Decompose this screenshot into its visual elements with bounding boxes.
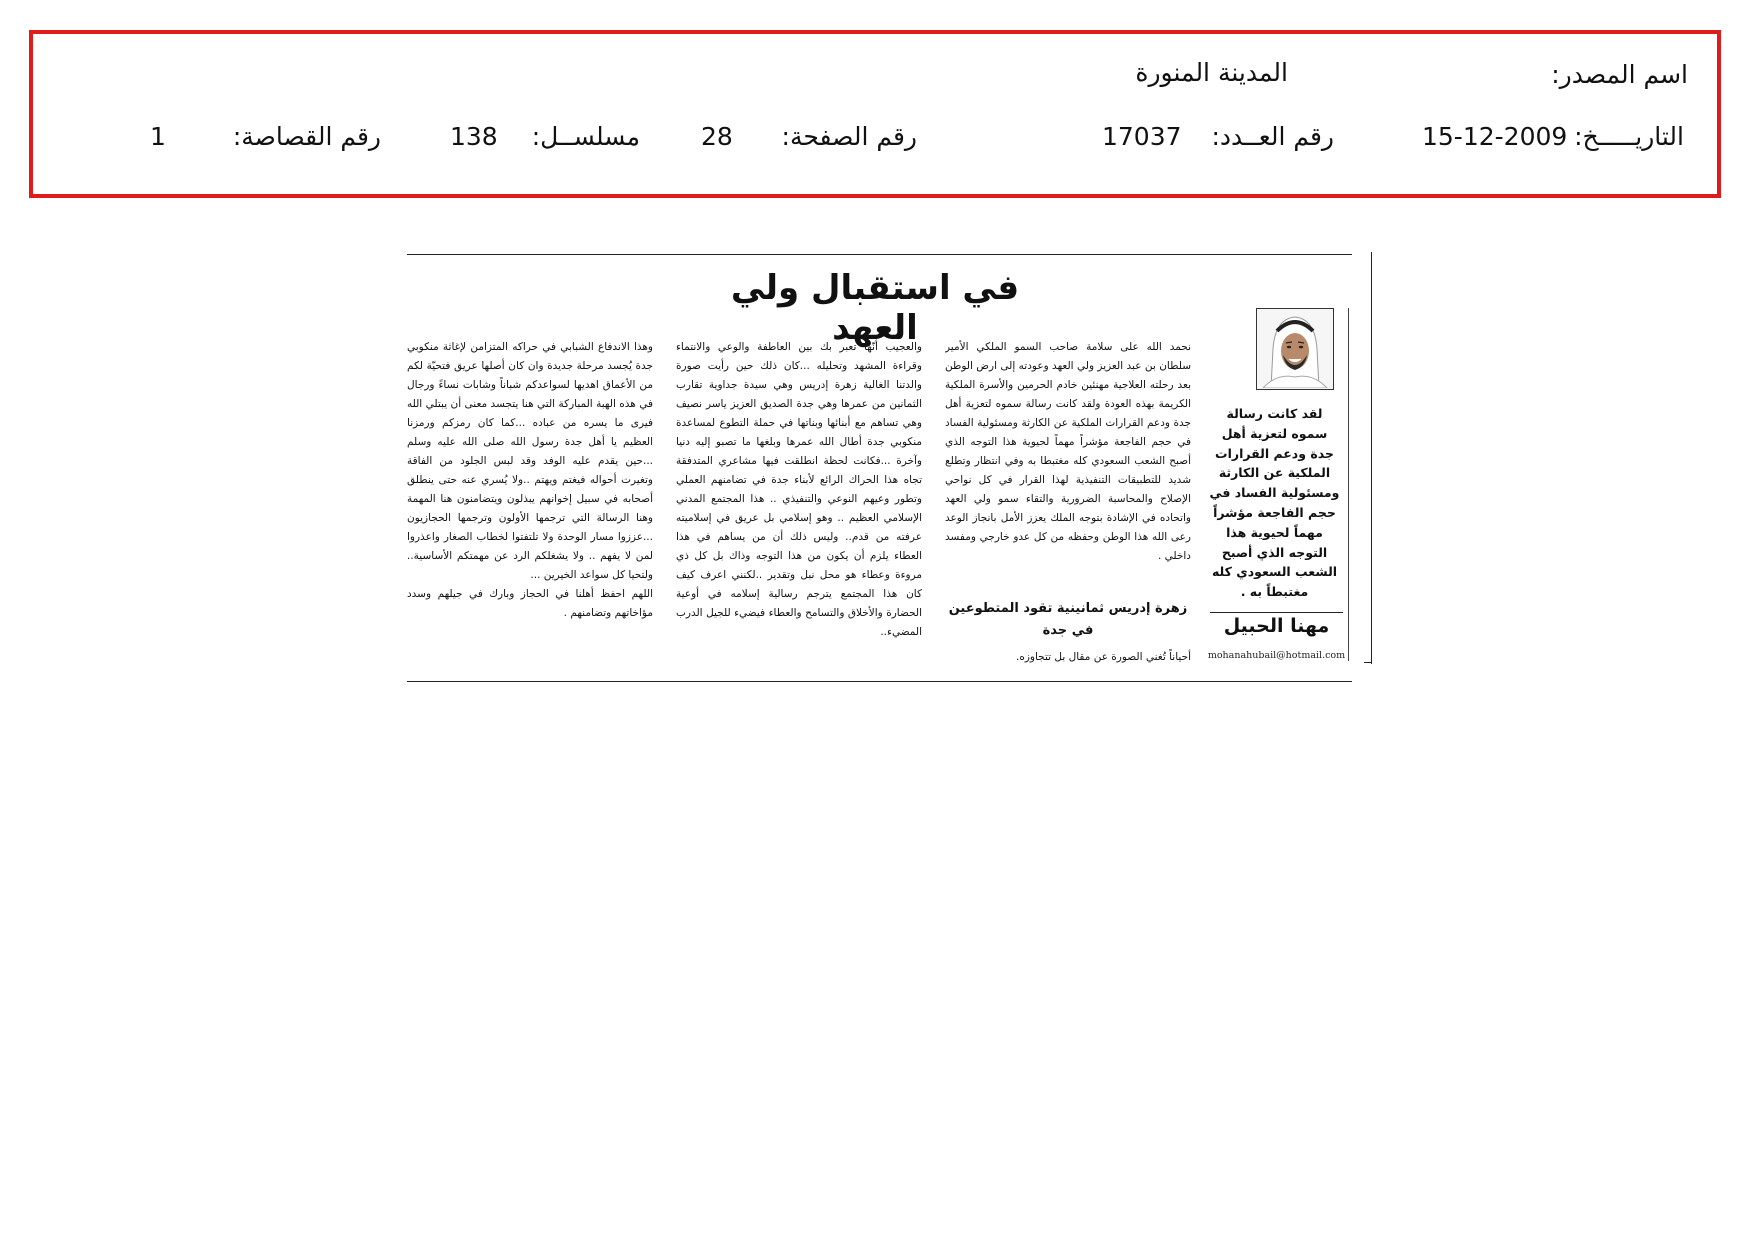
author-portrait-icon (1257, 309, 1332, 388)
pull-quote: لقد كانت رسالة سموه لتعزية أهل جدة ودعم القرارات الملكية عن الكارثة ومسئولية الفساد في حجم الفاجعة مؤشراً مهماً لحيوية هذا التوجه الذي أصبح الشعب السعودي كله مغتبطاً به . (1209, 406, 1340, 600)
author-email: mohanahubail@hotmail.com (1207, 650, 1346, 661)
column-3-paragraph-1: وهذا الاندفاع الشبابي في حراكه المتزامن لإغاثة منكوبي جدة يُجسد مرحلة جديدة وان كان أصلها عريق فتحيّة لكم من الأعماق اهديها لسواعدكم شباناً وشابات نساءً ورجال في هذه الهبة المباركة التي هنا يتجسد معنى أن يبتلي الله فيرى ما يسره من عباده ...كما كان رمزكم ورمزنا العظيم يا أهل جدة رسول الله صلى الله عليه وسلم ...حين يقدم عليه الوفد وقد لبس الجلود من الفاقة وتغيرت أحواله فيغتم ويهتم ..ولا يُسري عنه حتى ينطلق أصحابه في سبيل إخوانهم يبذلون ويتضامنون هنا المهمة وهنا الرسالة التي ترجمها الأولون وترجمها الحجازيون ...عززوا مسار الوحدة ولا تلتفتوا لخطاب الصغار واعذروا لمن لا يفهم .. ولا يشغلكم الرد عن مهمتكم الأساسية.. ولتحيا كل سواعد الخيرين ... (407, 341, 653, 581)
author-rule (1210, 612, 1343, 613)
clipping-bottom-rule (407, 681, 1352, 682)
column-1-text: نحمد الله على سلامة صاحب السمو الملكي الأمير سلطان بن عبد العزيز ولي العهد وعودته إلى ارض الوطن بعد رحلته العلاجية مهنئين خادم الحرمين والأسرة الملكية الكريمة بهذه العودة ولقد كانت رسالة سموه لتعزية أهل جدة ودعم القرارات الملكية عن الكارثة ومسئولية الفساد في حجم الفاجعة مؤشراً مهماً لحيوية هذا التوجه الذي أصبح الشعب السعودي كله مغتبطا به وفي انتظار وتطلع شديد للتطبيقات التنفيذية لهذا القرار في كل نواحي الإصلاح والمحاسبة الضرورية والتقاء سمو ولي العهد واتحاده في الإشادة بتوجه الملك يعزز الأمل بانجاز الوعد رعى الله هذا الوطن وحفظه من كل عدو خارجي ومفسد داخلي . (945, 341, 1191, 562)
serial-label: مسلســل: (531, 122, 640, 151)
date-value: 15-12-2009 (1422, 122, 1568, 151)
sidebar-divider (1348, 308, 1349, 661)
issue-value: 17037 (1102, 122, 1182, 151)
author-photo (1256, 308, 1334, 390)
column-2-text: والعجيب أنّها تعبر بك بين العاطفة والوعي والانتماء وقراءة المشهد وتحليله ...كان ذلك حين رأيت صورة والدتنا الغالية زهرة إدريس وهي سيدة جداوية تقارب الثمانين من عمرها وهي جدة الصديق العزيز ياسر نصيف وهي تساهم مع أبنائها وبناتها في حملة التطوع لمساعدة منكوبي جدة أطال الله عمرها وبلغها ما تصبو إليه دنيا وآخرة ...فكانت لحظة انطلقت فيها مشاعري المتدفقة تجاه هذا الحراك الرائع لأبناء جدة في تضامنهم العملي وتطور وعيهم النوعي والتنفيذي .. هذا المجتمع المدني الإسلامي العظيم .. وهو إسلامي بل عريق في إسلاميته عرفته من قدم.. وليس ذلك أن من يساهم في هذا العطاء يلزم أن يكون من هذا التوجه وذاك بل كل ذي مروءة وعطاء هو محل نبل وتقدير ..لكنني اعرف كيف كان هذا المجتمع يترجم رسالية إسلامه في أوعية الحضارة والأخلاق والتسامح والعطاء فيضيء للجيل الدرب المضيء.. (676, 341, 922, 638)
date-label: التاريـــــخ: (1574, 122, 1684, 151)
column-1-closing-line: أحياناً تُغني الصورة عن مقال بل تتجاوزه. (1016, 651, 1191, 663)
clipping-right-rule (1371, 252, 1372, 664)
clip-value: 1 (150, 122, 166, 151)
article-subheading: زهرة إدريس ثمانينية تقود المتطوعين في جدة (948, 601, 1188, 638)
column-3-paragraph-2: اللهم احفظ أهلنا في الحجاز وبارك في جيلهم وسدد مؤاخاتهم وتضامنهم . (407, 588, 653, 619)
article-headline: في استقبال ولي العهد (730, 268, 1020, 348)
article-column-3 (407, 338, 653, 670)
issue-label: رقم العــدد: (1211, 122, 1334, 151)
article-column-2 (676, 338, 922, 670)
article-column-1 (945, 338, 1191, 588)
source-value: المدينة المنورة (1135, 58, 1288, 87)
source-label: اسم المصدر: (1551, 60, 1688, 89)
clipping-corner-tick (1364, 662, 1372, 663)
serial-value: 138 (450, 122, 498, 151)
clip-label: رقم القصاصة: (232, 122, 381, 151)
metadata-box (29, 30, 1721, 198)
page-label: رقم الصفحة: (781, 122, 917, 151)
clipping-top-rule (407, 254, 1352, 255)
page-value: 28 (701, 122, 733, 151)
author-name: مهنا الحبيل (1223, 615, 1330, 637)
